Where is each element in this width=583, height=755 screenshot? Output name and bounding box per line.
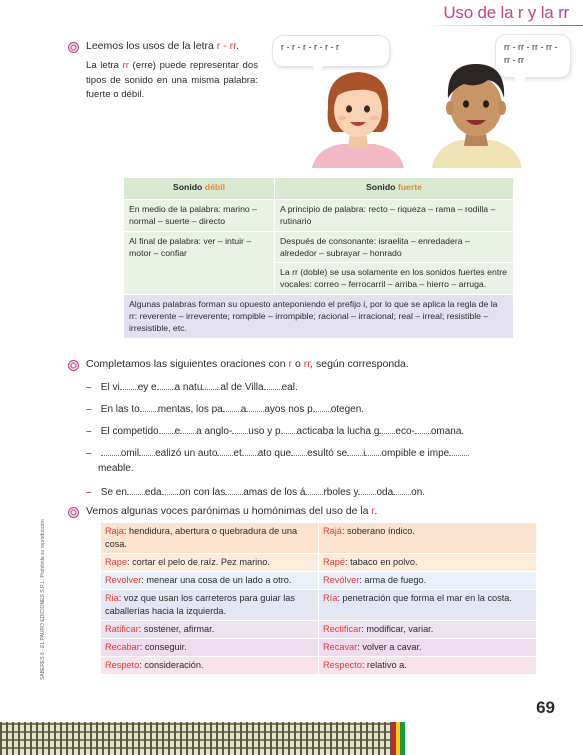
line-segment: a <box>240 404 247 415</box>
paronym-definition: : consideración. <box>139 660 204 670</box>
paronym-left <box>101 572 319 590</box>
line-segment: ompible e impe <box>381 448 450 459</box>
para-text-1: La letra <box>86 60 123 71</box>
header-strong-sound <box>275 178 514 200</box>
section1-heading-text: Leemos los usos de la letra <box>86 40 217 52</box>
paronym-right <box>319 639 537 657</box>
paronym-definition: : soberano índico. <box>341 526 415 536</box>
paronym-right <box>319 523 537 554</box>
fill-in-blank[interactable] <box>264 380 282 390</box>
line-segment: acticaba la lucha g <box>296 426 380 437</box>
sound-rules-table <box>123 177 514 339</box>
paronym-definition: : conseguir. <box>139 642 187 652</box>
line-segment: uso y p <box>248 426 281 437</box>
header-weak-label: Sonido <box>172 182 205 192</box>
paronym-definition: : sostener, afirmar. <box>138 624 215 634</box>
line-segment: eal. <box>281 382 298 393</box>
section2-heading-mid: o <box>292 358 304 370</box>
paronym-right <box>319 657 537 675</box>
paronym-word: Rectificar <box>323 624 362 634</box>
exercise-line-1 <box>86 380 298 393</box>
flag-stripe-green <box>400 722 405 755</box>
section3-heading <box>86 505 377 517</box>
header-weak-highlight: débil <box>204 182 226 192</box>
paronyms-table <box>100 522 537 675</box>
line-segment: ayos nos p <box>264 404 313 415</box>
fill-in-blank[interactable] <box>127 485 145 495</box>
exercise-line-4 <box>86 446 469 459</box>
line-segment: mentas, los pa <box>157 404 223 415</box>
section3-heading-text: Vemos algunas voces parónimas u homónimas del uso de la <box>86 505 372 517</box>
header-weak-sound <box>124 178 275 200</box>
title-mid: y la <box>523 3 559 22</box>
line-segment: oda <box>376 487 394 498</box>
line-segment: meable. <box>98 463 134 474</box>
paronym-right <box>319 572 537 590</box>
paronym-word: Revólver <box>323 575 360 585</box>
paronym-definition: : cortar el pelo de raíz. Pez marino. <box>126 557 270 567</box>
section2-heading-text: Completamos las siguientes oraciones con <box>86 358 289 370</box>
title-pre: Uso de la <box>443 3 518 22</box>
section1-heading-end: . <box>236 40 239 52</box>
line-segment: El vi <box>100 382 120 393</box>
section2-heading <box>86 358 409 370</box>
line-segment: amas de los á <box>243 487 306 498</box>
line-segment: ato que <box>257 448 292 459</box>
strong-rule-after-consonant: Después de consonante: israelita – enredadera – alrededor – subrayar – honrado <box>275 231 514 263</box>
dash-marker: – <box>86 426 92 437</box>
dash-marker: – <box>86 382 92 393</box>
exercise-line-4-continued <box>98 463 134 474</box>
fill-in-blank[interactable] <box>223 402 241 412</box>
section2-heading-end: , según corresponda. <box>310 358 409 370</box>
paronym-word: Ria <box>105 593 119 603</box>
para-text-2: (erre) puede representar dos tipos de sonido en una misma palabra: fuerte o débil. <box>86 60 258 100</box>
title-underline <box>423 25 583 26</box>
section2-heading-r: r <box>288 358 293 370</box>
paronym-definition: : tabaco en polvo. <box>344 557 418 567</box>
section3-heading-r: r <box>371 505 375 517</box>
dash-marker: – <box>86 404 92 415</box>
copyright-side-text: SABERES 6 - EL PAURO EDICIONES S.R.L. Prohibida su reproducción <box>40 519 46 680</box>
section1-heading <box>86 40 239 52</box>
paronym-definition: : hendidura, abertura o quebradura de una cosa. <box>105 526 298 549</box>
paronym-right <box>319 590 537 621</box>
fill-in-blank[interactable] <box>449 446 469 456</box>
boy-illustration <box>426 54 526 168</box>
fill-in-blank[interactable] <box>415 424 431 434</box>
paronym-word: Revolver <box>105 575 142 585</box>
paronym-definition: : penetración que forma el mar en la costa. <box>337 593 512 603</box>
fill-in-blank[interactable] <box>232 424 248 434</box>
fill-in-blank[interactable] <box>101 446 121 456</box>
paronym-word: Rape <box>105 557 127 567</box>
line-segment: al de Villa <box>220 382 264 393</box>
fill-in-blank[interactable] <box>393 485 411 495</box>
paronym-word: Recabar <box>105 642 140 652</box>
prefix-rule: Algunas palabras forman su opuesto anteponiendo el prefijo i, por lo que se aplica la regla de la rr: reverente – irreverente; rompible – irrompible; racional – irracional; real – irreal; resistible – irresistible, etc. <box>124 294 514 338</box>
line-segment: rboles y <box>323 487 359 498</box>
line-segment: et <box>233 448 242 459</box>
line-segment: esultó se <box>307 448 348 459</box>
paronym-right <box>319 621 537 639</box>
fill-in-blank[interactable] <box>242 446 258 456</box>
paronym-word: Rajá <box>323 526 342 536</box>
paronym-word: Respeto <box>105 660 140 670</box>
line-segment: eco- <box>395 426 415 437</box>
girl-speech-bubble <box>273 36 389 66</box>
line-segment: a anglo- <box>196 426 233 437</box>
fill-in-blank[interactable] <box>225 485 243 495</box>
line-segment: ey e <box>137 382 157 393</box>
paronym-left <box>101 523 319 554</box>
line-segment: omil <box>120 448 140 459</box>
fill-in-blank[interactable] <box>347 446 363 456</box>
paronym-definition: : modificar, variar. <box>361 624 434 634</box>
bullet-icon <box>68 42 79 53</box>
paronym-left <box>101 639 319 657</box>
fill-in-blank[interactable] <box>365 446 381 456</box>
line-segment: eda <box>144 487 162 498</box>
line-segment: on. <box>411 487 426 498</box>
line-segment: En las to <box>100 404 140 415</box>
fill-in-blank[interactable] <box>217 446 233 456</box>
exercise-line-2 <box>86 402 364 415</box>
para-rr: rr <box>122 60 129 71</box>
strong-rule-double-rr: La rr (doble) se usa solamente en los sonidos fuertes entre vocales: correo – ferrocarril – arriba – hierro – arruga. <box>275 263 514 295</box>
bullet-icon <box>68 360 79 371</box>
paronym-definition: : voz que usan los carreteros para guiar las caballerías hacia la izquierda. <box>105 593 295 616</box>
paronym-right <box>319 554 537 572</box>
title-r: r <box>517 3 524 22</box>
decorative-textile-band <box>0 722 391 755</box>
fill-in-blank[interactable] <box>281 424 297 434</box>
line-segment: El competido <box>100 426 159 437</box>
girl-speech-text: r - r - r - r - r - r <box>281 42 339 52</box>
title-rr: rr <box>558 3 569 22</box>
strong-rule-beginning: A principio de palabra: recto – riqueza – rama – rodilla – rutinario <box>275 200 514 232</box>
paronym-word: Rapé <box>323 557 345 567</box>
fill-in-blank[interactable] <box>246 402 264 412</box>
paronym-left <box>101 554 319 572</box>
line-segment: otegen. <box>330 404 365 415</box>
paronym-left <box>101 621 319 639</box>
paronym-word: Ría <box>323 593 338 603</box>
line-segment: on con las <box>179 487 226 498</box>
paronym-left <box>101 590 319 621</box>
line-segment: omana. <box>430 426 465 437</box>
fill-in-blank[interactable] <box>140 402 158 412</box>
line-segment: ealizó un auto <box>155 448 218 459</box>
section1-paragraph <box>86 59 258 103</box>
section1-heading-letters: r - rr <box>216 40 236 52</box>
fill-in-blank[interactable] <box>202 380 220 390</box>
exercise-line-3 <box>86 424 464 437</box>
line-segment: Se en <box>100 487 127 498</box>
bullet-icon <box>68 507 79 518</box>
fill-in-blank[interactable] <box>358 485 376 495</box>
fill-in-blank[interactable] <box>305 485 323 495</box>
paronym-definition: : arma de fuego. <box>359 575 427 585</box>
paronym-word: Recavar <box>323 642 358 652</box>
fill-in-blank[interactable] <box>313 402 331 412</box>
header-strong-highlight: fuerte <box>397 182 422 192</box>
section3-heading-end: . <box>374 505 378 517</box>
weak-rule-middle: En medio de la palabra: marino – normal – suerte – directo <box>124 200 275 232</box>
line-segment: a natu <box>174 382 203 393</box>
paronym-definition: : menear una cosa de un lado a otro. <box>141 575 292 585</box>
girl-illustration <box>302 68 414 168</box>
boy-speech-text: rr - rr - rr - rr - rr - rr <box>504 42 558 65</box>
line-segment: i <box>363 448 366 459</box>
paronym-word: Respecto <box>323 660 362 670</box>
line-segment: e <box>174 426 181 437</box>
paronym-word: Raja <box>105 526 124 536</box>
dash-marker: – <box>86 487 92 498</box>
fill-in-blank[interactable] <box>157 380 175 390</box>
paronym-word: Ratificar <box>105 624 139 634</box>
header-strong-label: Sonido <box>366 182 398 192</box>
paronym-definition: : volver a cavar. <box>357 642 422 652</box>
page-number: 69 <box>536 698 555 717</box>
page-title <box>443 3 569 23</box>
paronym-definition: : relativo a. <box>361 660 407 670</box>
exercise-line-5 <box>86 485 425 498</box>
weak-rule-end: Al final de palabra: ver – intuir – motor – confiar <box>124 231 275 294</box>
fill-in-blank[interactable] <box>162 485 180 495</box>
section2-heading-rr: rr <box>303 358 311 370</box>
fill-in-blank[interactable] <box>379 424 395 434</box>
fill-in-blank[interactable] <box>120 380 138 390</box>
fill-in-blank[interactable] <box>159 424 175 434</box>
dash-marker: – <box>86 448 92 459</box>
fill-in-blank[interactable] <box>139 446 155 456</box>
fill-in-blank[interactable] <box>180 424 196 434</box>
fill-in-blank[interactable] <box>291 446 307 456</box>
paronym-left <box>101 657 319 675</box>
